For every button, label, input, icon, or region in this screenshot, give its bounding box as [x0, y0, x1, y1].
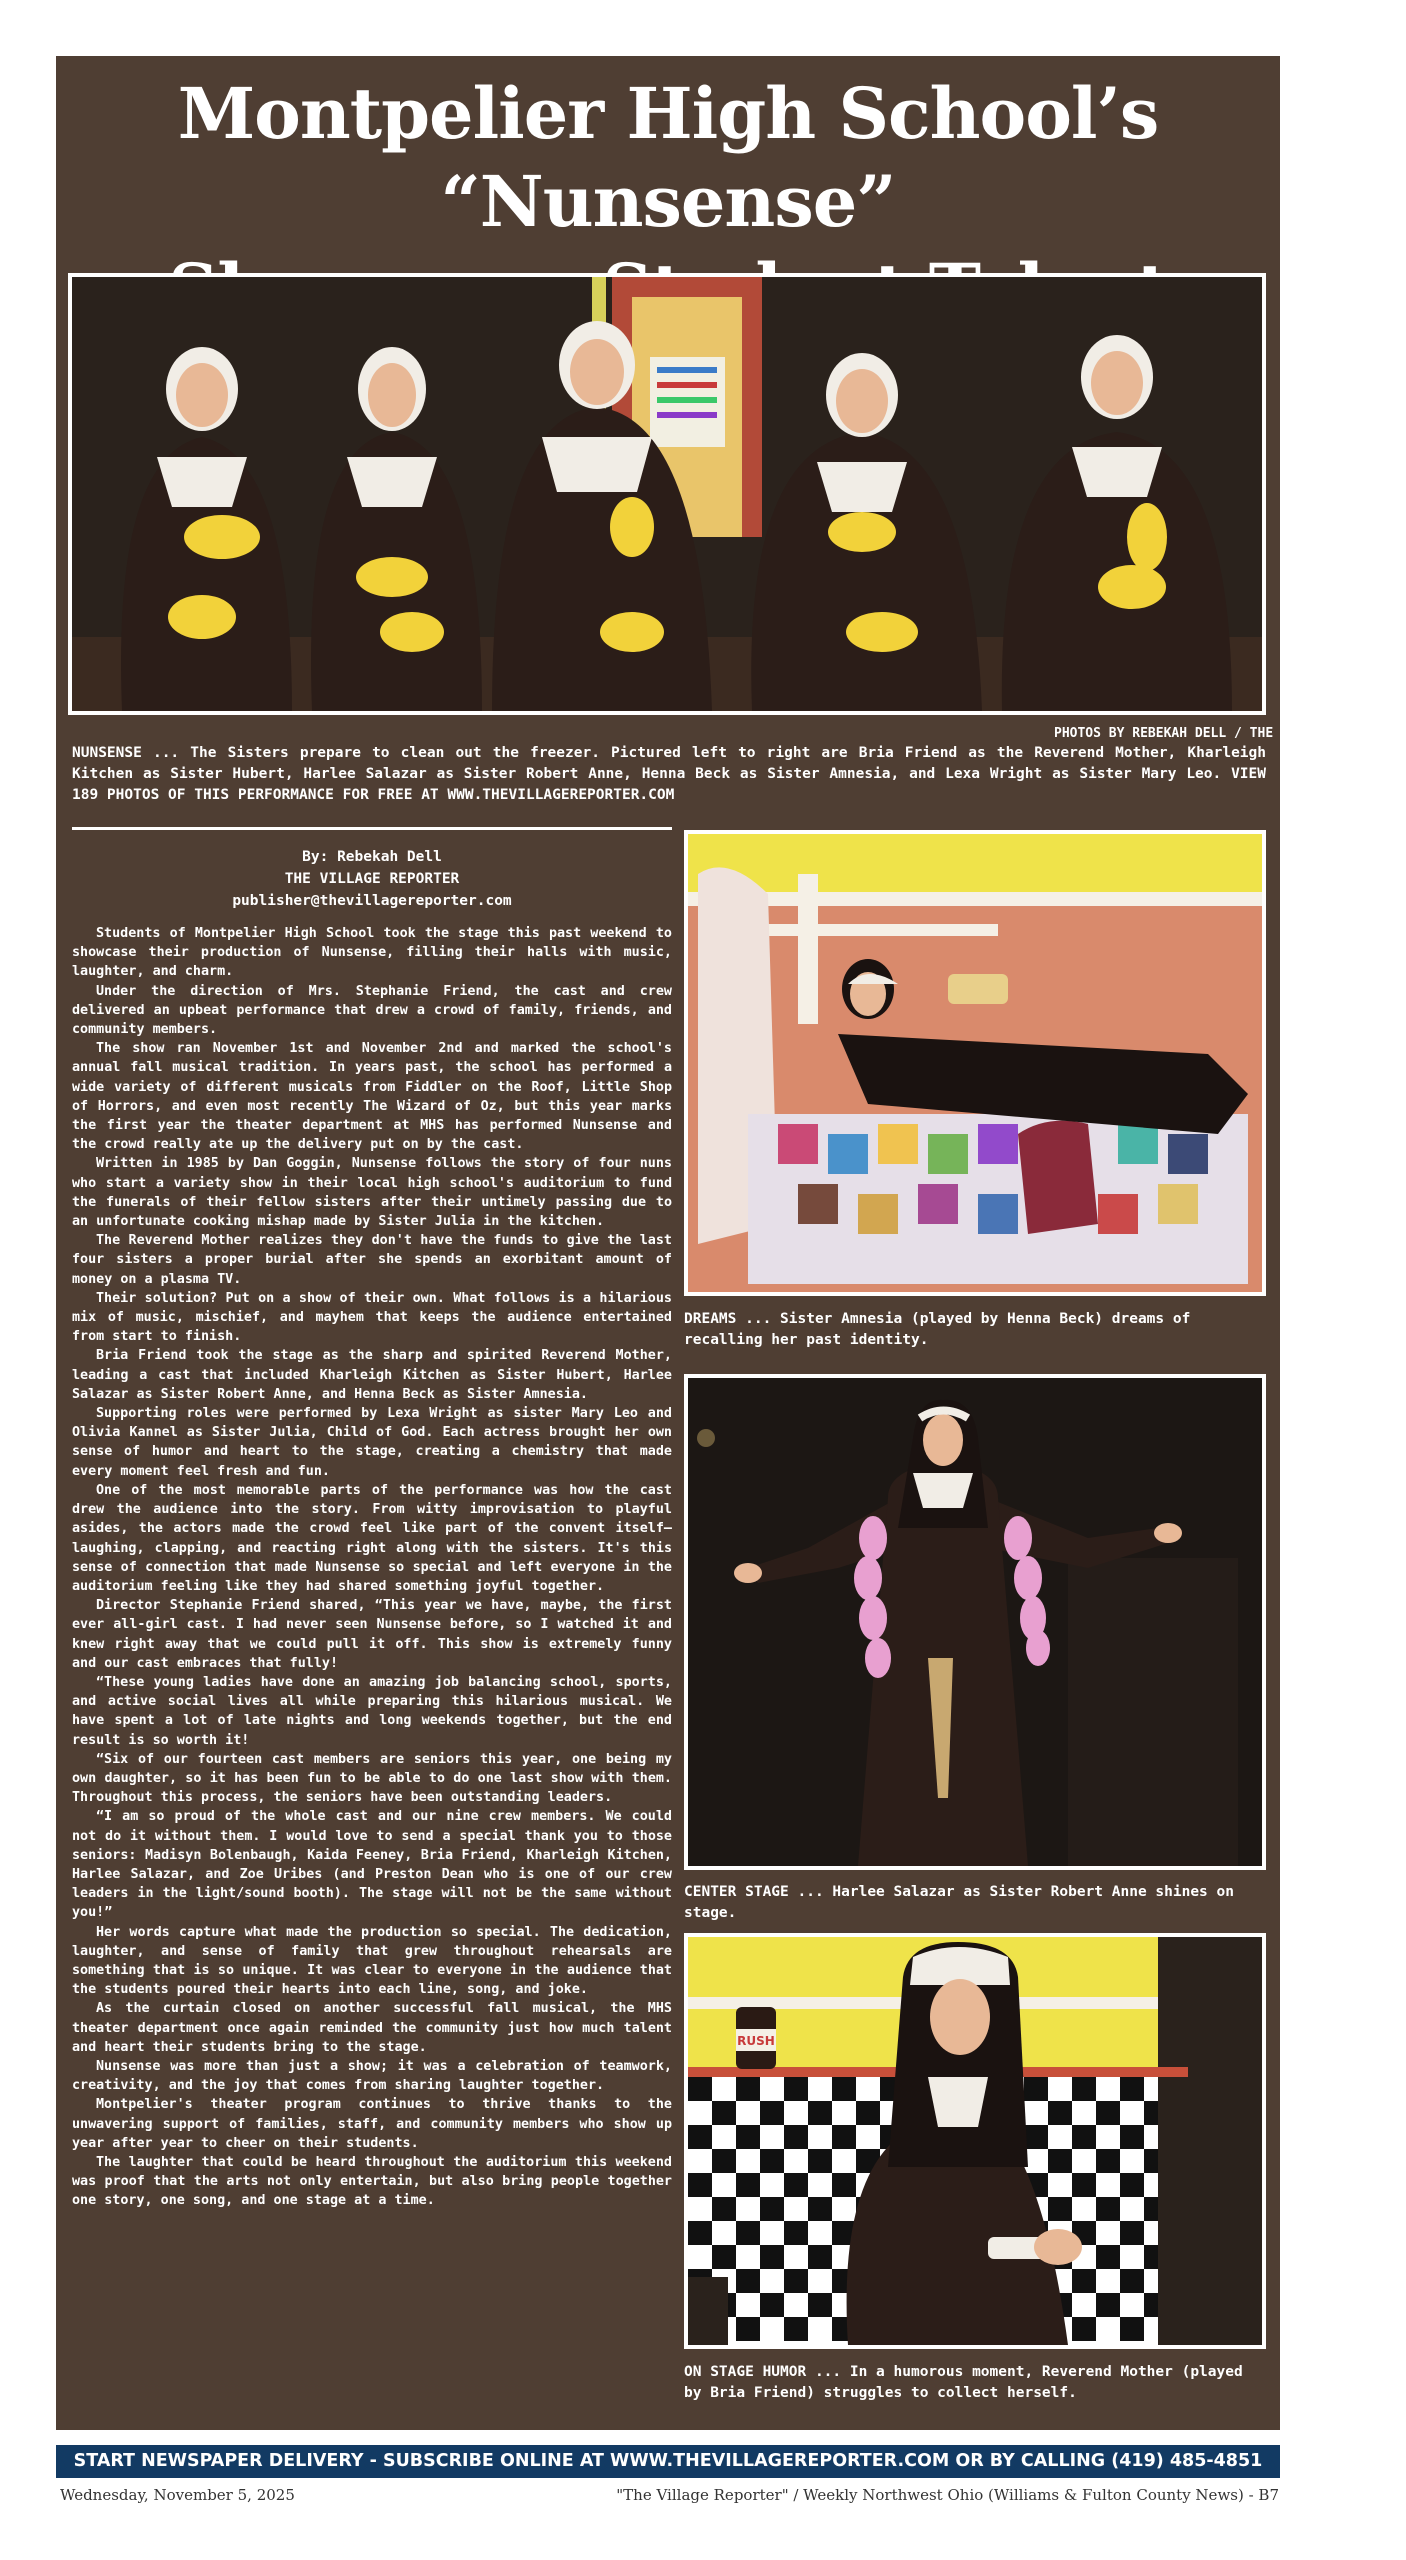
byline-email: publisher@thevillagereporter.com: [232, 893, 512, 909]
article-paragraph: Her words capture what made the production so special. The dedication, laughter, and sense of family that grew throughout rehearsals are something that is so unique. It was clear to everyone in the audience that the students poured their hearts into each line, song, and joke.: [72, 1924, 672, 1998]
article-paragraph: “I am so proud of the whole cast and our nine crew members. We could not do it without them. I would love to send a special thank you to those seniors: Madisyn Bolenbaugh, Kaida Feeney, Bria Friend, Kharleigh Kitchen, Harlee Salazar, and Zoe Uribes (and Preston Dean who is one of our crew leaders in the light/sound booth). The stage will not be the same without you!”: [72, 1809, 672, 1921]
center-stage-caption: CENTER STAGE ... Harlee Salazar as Sister Robert Anne shines on stage.: [684, 1884, 1234, 1921]
article-paragraph: “These young ladies have done an amazing job balancing school, sports, and active social lives all while preparing this hilarious musical. We have spent a lot of late nights and long weekends together, but the end result is so worth it!: [72, 1674, 672, 1748]
byline-rule: [72, 827, 672, 830]
dreams-photo: [684, 830, 1266, 1296]
main-photo: [68, 273, 1266, 715]
article-paragraph: Written in 1985 by Dan Goggin, Nunsense follows the story of four nuns who start a variety show in their local high school's auditorium to fund the funerals of their fellow sisters after their untimely passing due to an unfortunate cooking mishap made by Sister Julia in the kitchen.: [72, 1156, 672, 1230]
article-paragraph: The show ran November 1st and November 2nd and marked the school's annual fall musical tradition. In years past, the school has performed a wide variety of different musicals from Fiddler on the Roof, Little Shop of Horrors, and even most recently The Wizard of Oz, but this year marks the first year the theater department at MHS has performed Nunsense and the crowd really ate up the delivery put on by the cast.: [72, 1041, 672, 1153]
article-paragraph: “Six of our fourteen cast members are seniors this year, one being my own daughter, so it has been fun to be able to do one last show with them. Throughout this process, the seniors have been outstanding leaders.: [72, 1751, 672, 1806]
on-stage-humor-caption: ON STAGE HUMOR ... In a humorous moment, Reverend Mother (played by Bria Friend) struggles to collect herself.: [684, 2364, 1243, 2401]
article-paragraph: Montpelier's theater program continues to thrive thanks to the unwavering support of families, staff, and community members who show up year after year to cheer on their students.: [72, 2097, 672, 2151]
article-paragraph: Their solution? Put on a show of their own. What follows is a hilarious mix of music, mischief, and mayhem that keeps the audience entertained from start to finish.: [72, 1290, 672, 1345]
article-paragraph: One of the most memorable parts of the performance was how the cast drew the audience into the story. From witty improvisation to playful asides, the actors made the crowd feel like part of the convent itself—laughing, clapping, and reacting right along with the sisters. It's this sense of connection that made Nunsense so special and left everyone in the auditorium feeling like they had shared something joyful together.: [72, 1482, 672, 1594]
article-paragraph: The laughter that could be heard throughout the auditorium this weekend was proof that the arts not only entertain, but also bring people together one story, one song, and one stage at a time.: [72, 2155, 672, 2209]
article-paragraph: Supporting roles were performed by Lexa Wright as sister Mary Leo and Olivia Kannel as Sister Julia, Child of God. Each actress brought her own sense of humor and heart to the stage, creating a chemistry that made every moment feel fresh and fun.: [72, 1406, 672, 1479]
article-panel: [56, 56, 1406, 2430]
byline: [72, 846, 672, 912]
center-stage-photo: [684, 1374, 1266, 1870]
article-paragraph: As the curtain closed on another successful fall musical, the MHS theater department once again reminded the community just how much talent and heart their students bring to the stage.: [72, 2001, 672, 2055]
article-body: [72, 924, 672, 2211]
issue-date: Wednesday, November 5, 2025: [60, 2486, 295, 2504]
page-folio: "The Village Reporter" / Weekly Northwest Ohio (Williams & Fulton County News) - B7: [616, 2486, 1279, 2504]
article-paragraph: Students of Montpelier High School took the stage this past weekend to showcase their production of Nunsense, filling their halls with music, laughter, and charm.: [72, 926, 672, 980]
article-paragraph: Under the direction of Mrs. Stephanie Friend, the cast and crew delivered an upbeat performance that drew a crowd of family, friends, and community members.: [72, 983, 672, 1038]
dreams-caption: DREAMS ... Sister Amnesia (played by Henna Beck) dreams of recalling her past identity.: [684, 1311, 1191, 1348]
headline-line-1: Montpelier High School’s “Nunsense”: [177, 72, 1159, 243]
byline-author: By: Rebekah Dell: [302, 849, 442, 865]
on-stage-humor-photo: [684, 1933, 1266, 2349]
article-paragraph: Nunsense was more than just a show; it was a celebration of teamwork, creativity, and the joy that comes from sharing laughter together.: [72, 2058, 672, 2094]
subscribe-banner[interactable]: START NEWSPAPER DELIVERY - SUBSCRIBE ONLINE AT WWW.THEVILLAGEREPORTER.COM OR BY CALLING (419) 485-4851: [56, 2445, 1280, 2478]
main-photo-caption: NUNSENSE ... The Sisters prepare to clean out the freezer. Pictured left to right are Bria Friend as the Reverend Mother, Kharleigh Kitchen as Sister Hubert, Harlee Salazar as Sister Robert Anne, Henna Beck as Sister Amnesia, and Lexa Wright as Sister Mary Leo. VIEW 189 PHOTOS OF THIS PERFORMANCE FOR FREE AT WWW.THEVILLAGEREPORTER.COM: [72, 745, 1266, 803]
article-paragraph: The Reverend Mother realizes they don't have the funds to give the last four sisters a proper burial after she spends an exorbitant amount of money on a plasma TV.: [72, 1233, 672, 1287]
byline-outlet: THE VILLAGE REPORTER: [284, 871, 460, 887]
jar-label: RUSH: [737, 2034, 775, 2048]
article-paragraph: Bria Friend took the stage as the sharp and spirited Reverend Mother, leading a cast that included Kharleigh Kitchen as Sister Hubert, Harlee Salazar as Sister Robert Anne, and Henna Beck as Sister Amnesia.: [72, 1348, 672, 1402]
article-paragraph: Director Stephanie Friend shared, “This year we have, maybe, the first ever all-girl cast. I had never seen Nunsense before, so I watched it and knew right away that we could pull it off. This show is extremely funny and our cast embraces that fully!: [72, 1598, 672, 1671]
photo-credit: PHOTOS BY REBEKAH DELL / THE VILLAGE REPORTER: [1054, 726, 1406, 741]
